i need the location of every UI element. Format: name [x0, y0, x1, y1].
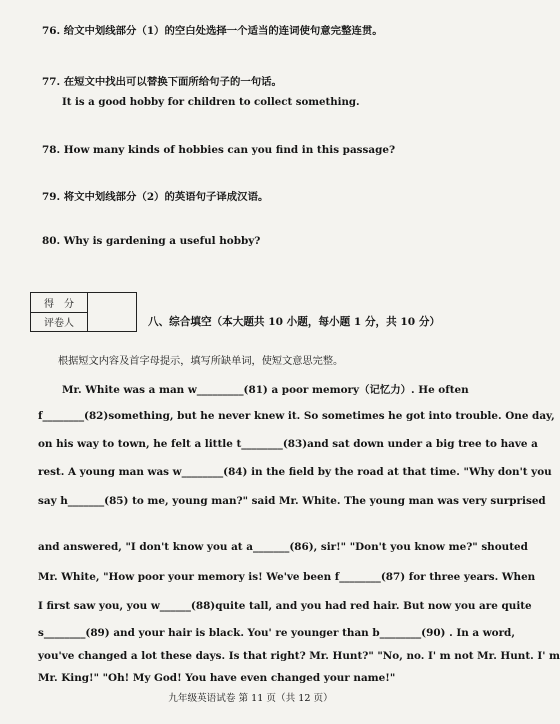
score-box: [30, 292, 137, 332]
passage-line: f________(82)something, but he never knew it. So sometimes he got into trouble. One day,: [38, 410, 555, 422]
passage-line: Mr. White was a man w_________(81) a poor memory（记忆力）. He often: [62, 384, 469, 396]
passage-line: s________(89) and your hair is black. You' re younger than b________(90) . In a word,: [38, 627, 515, 639]
passage-line: you've changed a lot these days. Is that right? Mr. Hunt?" "No, no. I' m not Mr. Hunt. I' m: [38, 650, 560, 662]
passage-line: Mr. King!" "Oh! My God! You have even changed your name!": [38, 672, 396, 684]
passage-line: Mr. White, "How poor your memory is! We've been f________(87) for three years. When: [38, 571, 536, 583]
question-77-sentence: It is a good hobby for children to collect something.: [62, 96, 360, 108]
question-76: 76. 给文中划线部分（1）的空白处选择一个适当的连词使句意完整连贯。: [42, 25, 383, 37]
question-77: 77. 在短文中找出可以替换下面所给句子的一句话。: [42, 76, 282, 88]
passage-line: rest. A young man was w________(84) in the field by the road at that time. "Why don't you: [38, 466, 552, 478]
passage-line: on his way to town, he felt a little t________(83)and sat down under a big tree to have a: [38, 438, 538, 450]
question-79: 79. 将文中划线部分（2）的英语句子译成汉语。: [42, 191, 269, 203]
score-entry-box: [88, 293, 137, 332]
section-title: 八、综合填空（本大题共 10 小题，每小题 1 分，共 10 分）: [148, 316, 441, 328]
section-instruction: 根据短文内容及首字母提示，填写所缺单词，使短文意思完整。: [58, 356, 344, 367]
page-footer: 九年级英语试卷 第 11 页（共 12 页）: [168, 693, 333, 704]
score-label: 得 分: [31, 293, 88, 313]
grader-label: 评卷人: [31, 312, 88, 332]
passage-line: say h_______(85) to me, young man?" said Mr. White. The young man was very surprised: [38, 495, 546, 507]
question-78: 78. How many kinds of hobbies can you find in this passage?: [42, 144, 396, 156]
passage-line: and answered, "I don't know you at a_______(86), sir!" "Don't you know me?" shouted: [38, 541, 528, 553]
question-80: 80. Why is gardening a useful hobby?: [42, 235, 261, 247]
passage-line: I first saw you, you w______(88)quite tall, and you had red hair. But now you are quite: [38, 600, 532, 612]
